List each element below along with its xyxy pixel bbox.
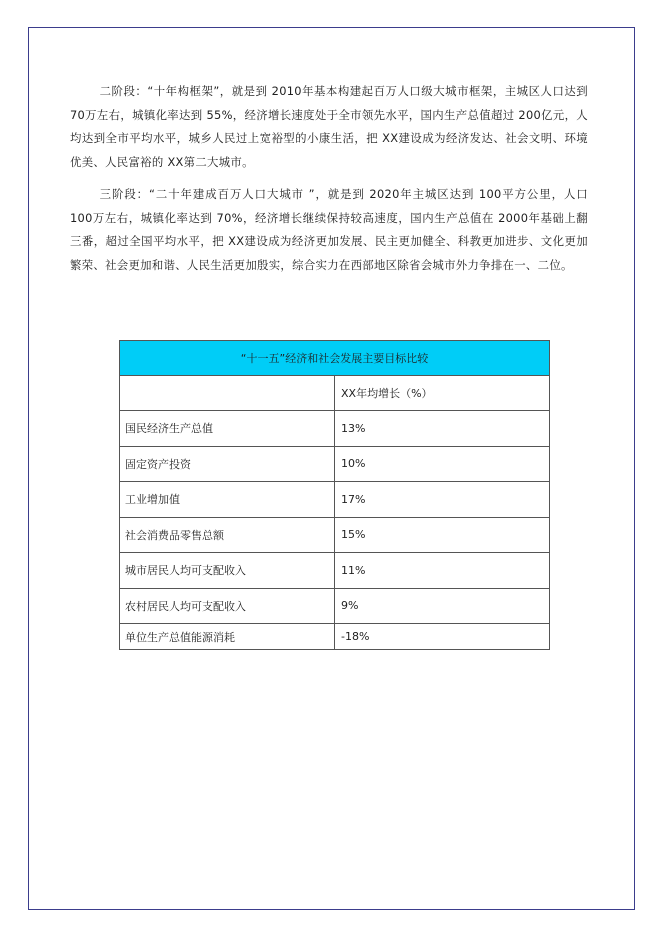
table-row — [120, 411, 550, 447]
table-row — [120, 517, 550, 553]
table-row — [120, 624, 550, 650]
table-header-row — [120, 376, 550, 411]
growth-value: 11% — [335, 553, 550, 589]
table-row — [120, 553, 550, 589]
header-growth-cell: XX年均增长（%） — [335, 376, 550, 411]
indicator-name: 国民经济生产总值 — [120, 411, 335, 447]
growth-value: 10% — [335, 446, 550, 482]
indicator-name: 固定资产投资 — [120, 446, 335, 482]
indicator-name: 工业增加值 — [120, 482, 335, 518]
table-row — [120, 482, 550, 518]
indicator-name: 城市居民人均可支配收入 — [120, 553, 335, 589]
growth-value: 13% — [335, 411, 550, 447]
growth-value: 15% — [335, 517, 550, 553]
paragraph-stage-three: 三阶段：“二十年建成百万人口大城市 ”，就是到 2020年主城区达到 100平方公里，人口 100万左右，城镇化率达到 70%，经济增长继续保持较高速度，国内生产总值在 2000年基础上翻三番，超过全国平均水平，把 XX建设成为经济更加发展、民主更加健全、科教更加进步、文化更加繁荣、社会更加和谐、人民生活更加殷实，综合实力在西部地区除省会城市外力争排在一、二位。 — [70, 187, 588, 272]
indicator-name: 单位生产总值能源消耗 — [120, 624, 335, 650]
table-row — [120, 588, 550, 624]
table-title: “十一五”经济和社会发展主要目标比较 — [120, 341, 550, 376]
target-comparison-table — [119, 340, 553, 650]
growth-value: -18% — [335, 624, 550, 650]
paragraph-stage-two: 二阶段：“十年构框架”，就是到 2010年基本构建起百万人口级大城市框架，主城区人口达到 70万左右，城镇化率达到 55%，经济增长速度处于全市领先水平，国内生产总值超过 200亿元，人均达到全市平均水平，城乡人民过上宽裕型的小康生活，把 XX建设成为经济发达、社会文明、环境优美、人民富裕的 XX第二大城市。 — [70, 84, 588, 169]
indicator-name: 社会消费品零售总额 — [120, 517, 335, 553]
indicator-name: 农村居民人均可支配收入 — [120, 588, 335, 624]
header-indicator-cell — [120, 376, 335, 411]
growth-value: 9% — [335, 588, 550, 624]
table-row — [120, 446, 550, 482]
growth-value: 17% — [335, 482, 550, 518]
